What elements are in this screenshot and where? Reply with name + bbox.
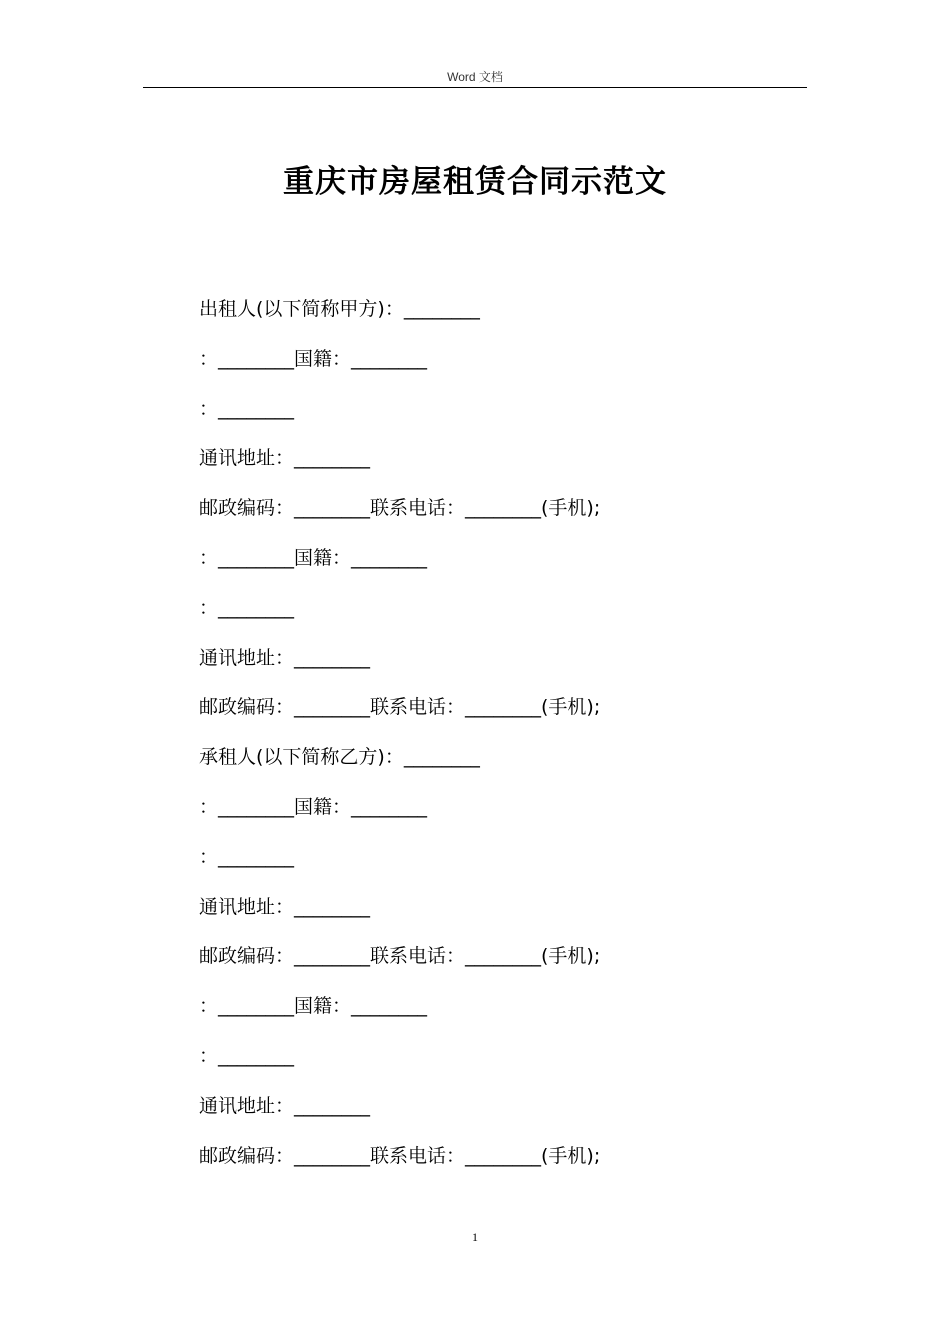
address-line: 通讯地址：________ [199, 447, 371, 470]
blank-line: ：________ [199, 397, 295, 420]
address-line: 通讯地址：________ [199, 646, 371, 669]
postcode-phone-line: 邮政编码：________联系电话：________(手机); [199, 1144, 601, 1167]
document-body [199, 294, 819, 1190]
header-label: Word 文档 [447, 70, 503, 84]
header-divider [143, 87, 807, 88]
lessee-line: 承租人(以下简称乙方)：________ [199, 746, 480, 769]
document-title: 重庆市房屋租赁合同示范文 [283, 164, 667, 200]
blank-line: ：________ [199, 1044, 295, 1067]
postcode-phone-line: 邮政编码：________联系电话：________(手机); [199, 497, 601, 520]
page-number: 1 [472, 1230, 478, 1244]
postcode-phone-line: 邮政编码：________联系电话：________(手机); [199, 945, 601, 968]
blank-line: ：________ [199, 596, 295, 619]
postcode-phone-line: 邮政编码：________联系电话：________(手机); [199, 696, 601, 719]
lessor-line: 出租人(以下简称甲方)：________ [199, 298, 480, 320]
nationality-line: ：________国籍：________ [199, 546, 428, 569]
address-line: 通讯地址：________ [199, 895, 371, 918]
address-line: 通讯地址：________ [199, 1094, 371, 1117]
nationality-line: ：________国籍：________ [199, 795, 428, 818]
nationality-line: ：________国籍：________ [199, 995, 428, 1018]
nationality-line: ：________国籍：________ [199, 347, 428, 370]
blank-line: ：________ [199, 845, 295, 868]
